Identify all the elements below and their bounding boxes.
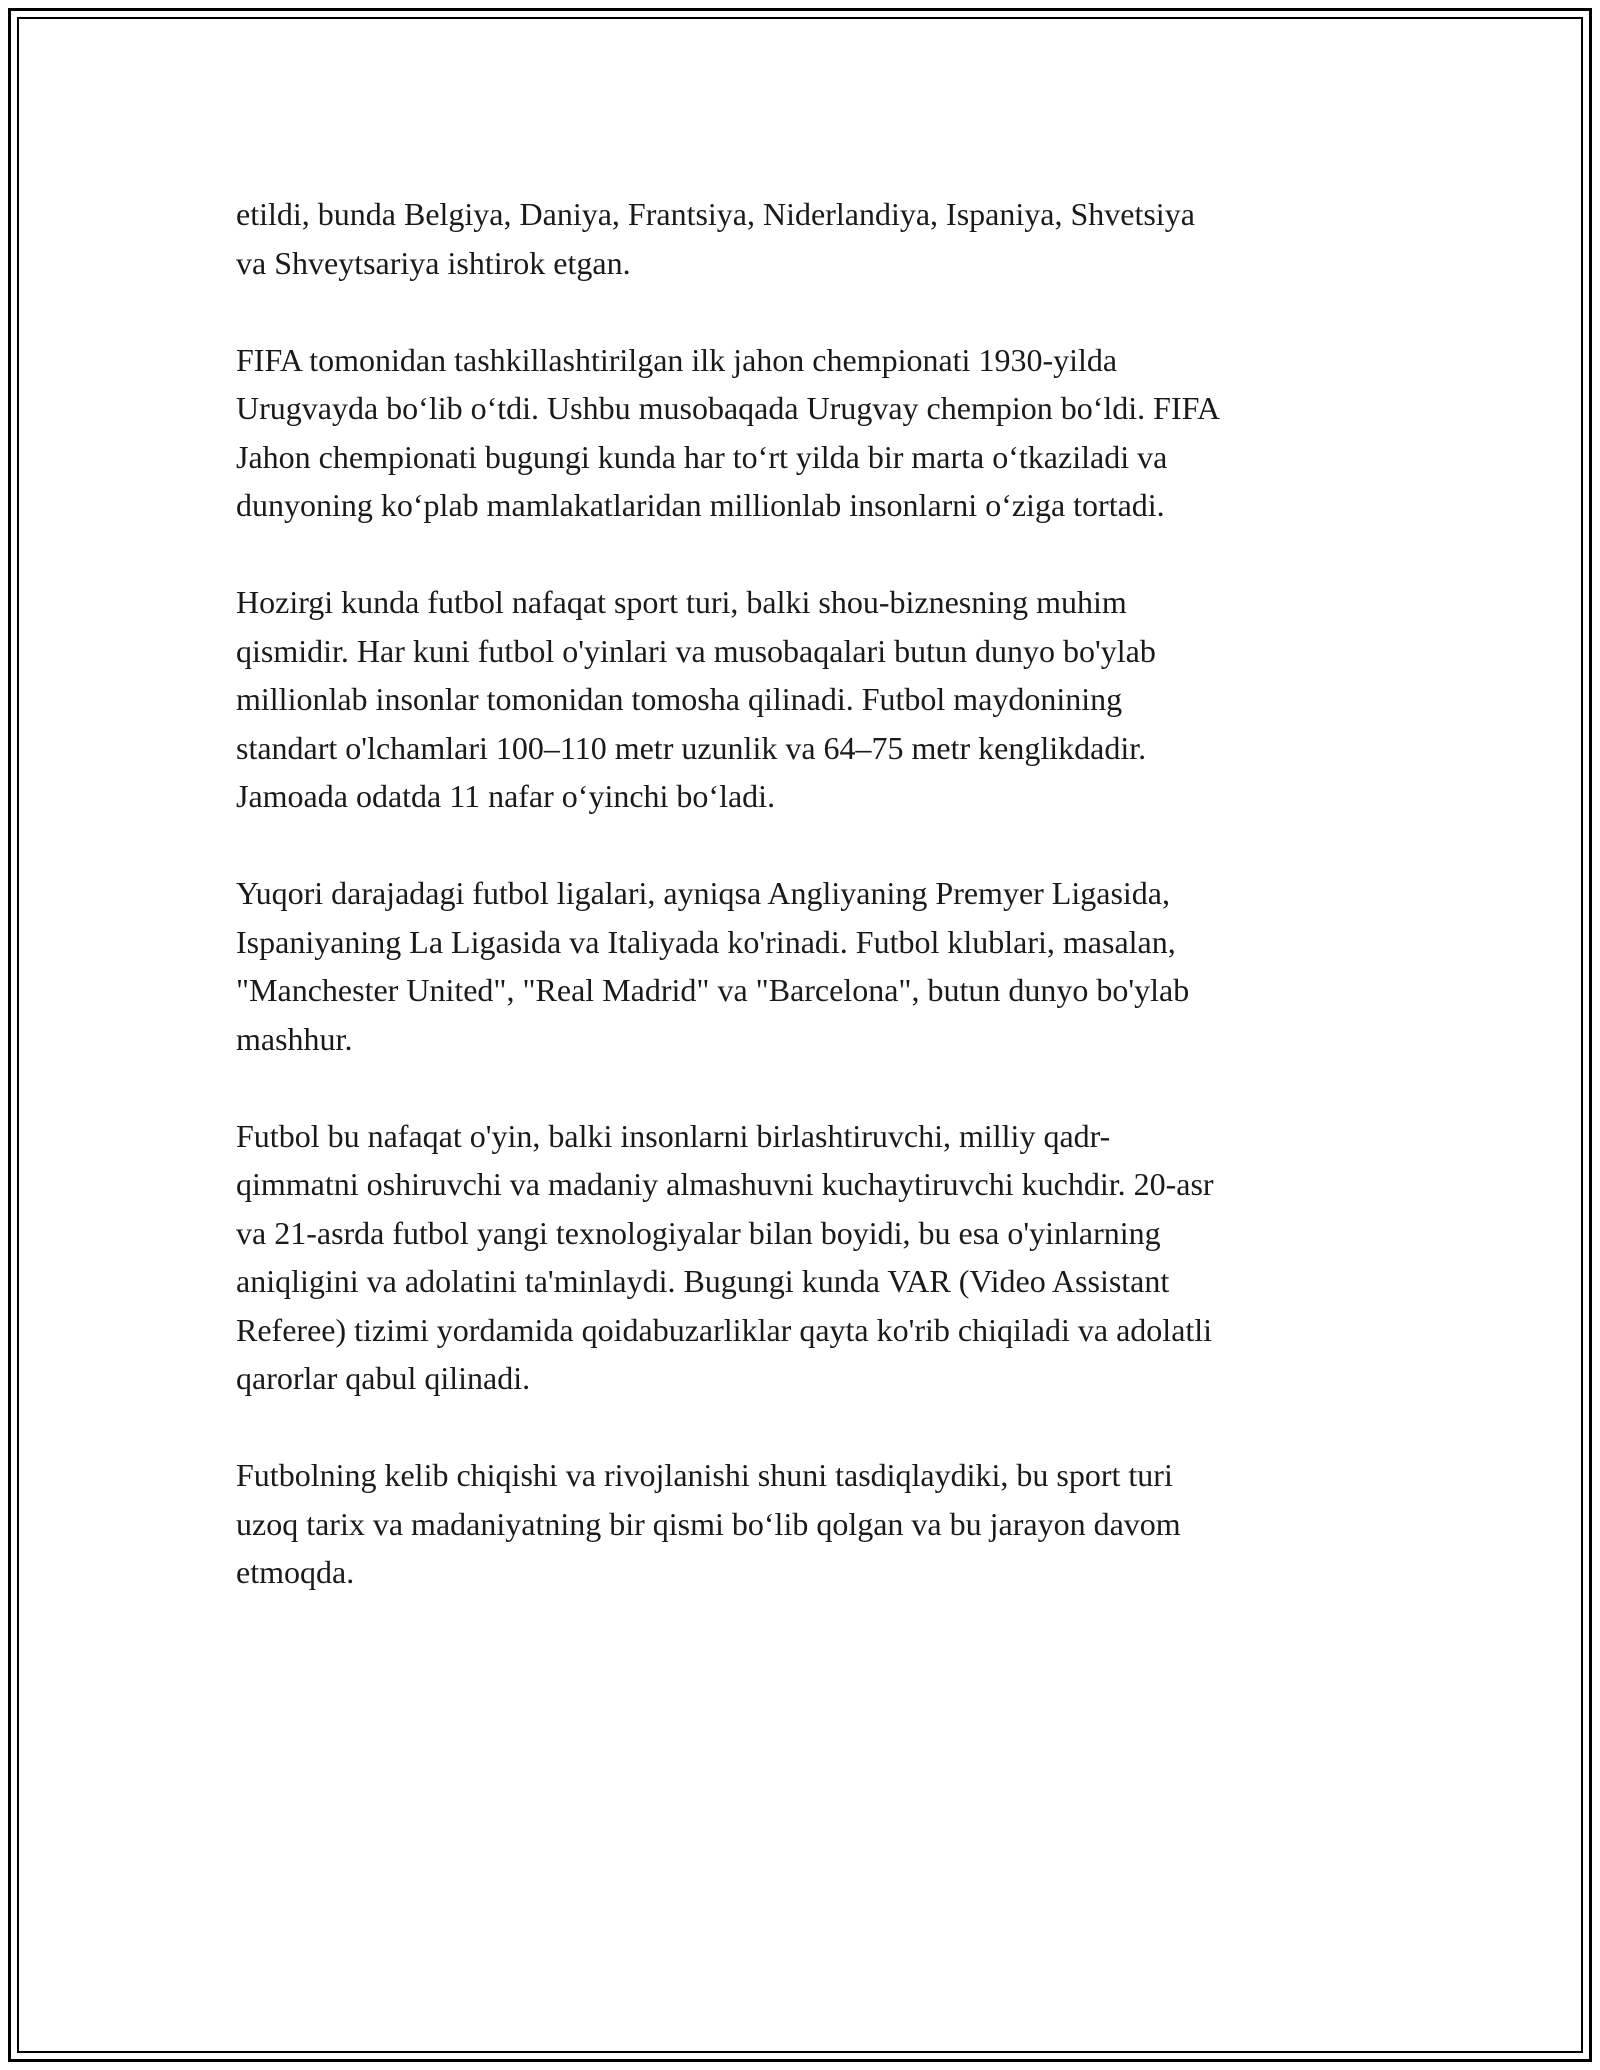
paragraph-1: etildi, bunda Belgiya, Daniya, Frantsiya, Niderlandiya, Ispaniya, Shvetsiya va Shveytsariya ishtirok etgan. (236, 196, 1195, 281)
paragraph-2: FIFA tomonidan tashkillashtirilgan ilk jahon chempionati 1930-yilda Urugvayda bo‘lib o‘tdi. Ushbu musobaqada Urugvay chempion bo‘ldi. FIFA Jahon chempionati bugungi kunda har to‘rt yilda bir marta o‘tkaziladi va dunyoning ko‘plab mamlakatlaridan millionlab insonlarni o‘ziga tortadi. (236, 341, 1221, 523)
paragraph-4: Yuqori darajadagi futbol ligalari, ayniqsa Angliyaning Premyer Ligasida, Ispaniyaning La Ligasida va Italiyada ko'rinadi. Futbol klublari, masalan, "Manchester United", "Real Madrid" va "Barcelona", butun dunyo bo'ylab mashhur. (236, 875, 1190, 1057)
document-body (236, 190, 1386, 1645)
paragraph-3: Hozirgi kunda futbol nafaqat sport turi, balki shou-biznesning muhim qismidir. Har kuni futbol o'yinlari va musobaqalari butun dunyo bo'ylab millionlab insonlar tomonidan tomosha qilinadi. Futbol maydonining standart o'lchamlari 100–110 metr uzunlik va 64–75 metr kenglikdadir. Jamoada odatda 11 nafar o‘yinchi bo‘ladi. (236, 584, 1156, 814)
paragraph-5: Futbol bu nafaqat o'yin, balki insonlarni birlashtiruvchi, milliy qadr- qimmatni oshiruvchi va madaniy almashuvni kuchaytiruvchi kuchdir. 20-asr va 21-asrda futbol yangi texnologiyalar bilan boyidi, bu esa o'yinlarning aniqligini va adolatini ta'minlaydi. Bugungi kunda VAR (Video Assistant Referee) tizimi yordamida qoidabuzarliklar qayta ko'rib chiqiladi va adolatli qarorlar qabul qilinadi. (236, 1117, 1214, 1396)
paragraph-6: Futbolning kelib chiqishi va rivojlanishi shuni tasdiqlaydiki, bu sport turi uzoq tarix va madaniyatning bir qismi bo‘lib qolgan va bu jarayon davom etmoqda. (236, 1457, 1181, 1590)
